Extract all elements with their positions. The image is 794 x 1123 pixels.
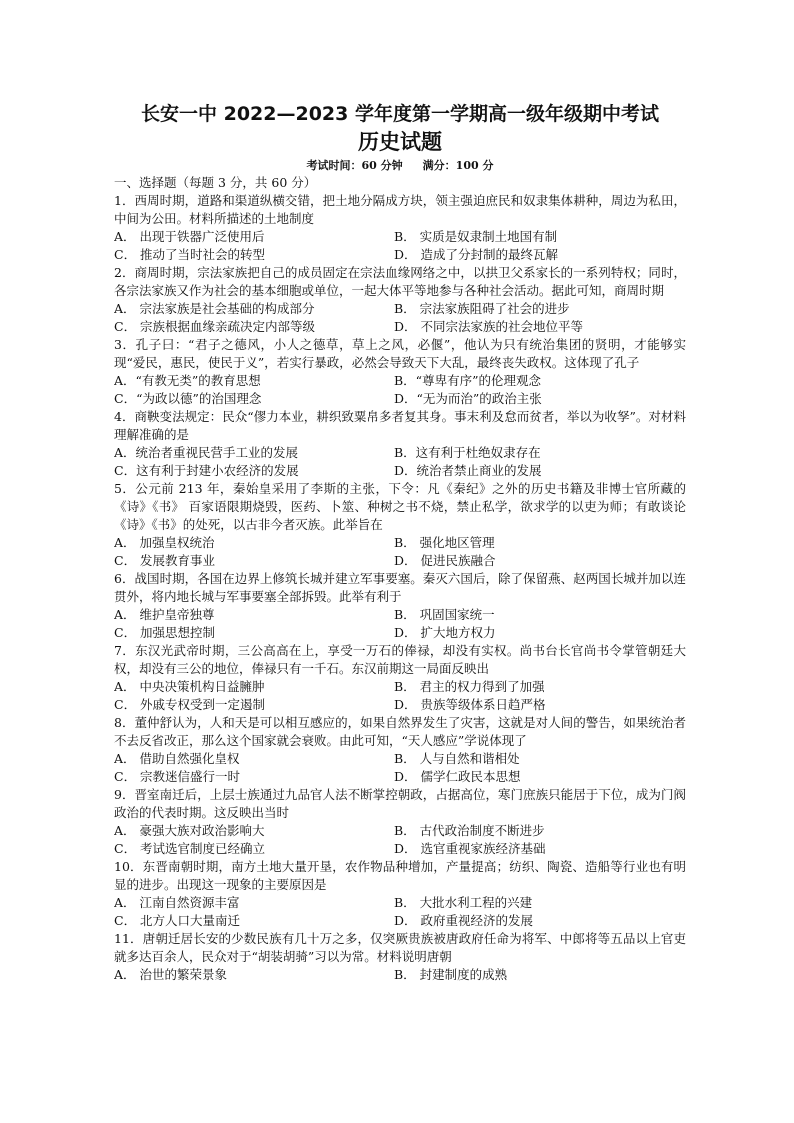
option-b: B． 人与自然和谐相处 bbox=[394, 751, 520, 766]
exam-subject: 历史试题 bbox=[358, 130, 442, 154]
option-c: C． 北方人口大量南迁 bbox=[114, 913, 241, 928]
option-c: C． 推动了当时社会的转型 bbox=[114, 247, 266, 262]
option-group bbox=[114, 606, 686, 642]
question-10 bbox=[114, 858, 686, 930]
option-d: D． 政府重视经济的发展 bbox=[394, 913, 533, 928]
option-group bbox=[114, 678, 686, 714]
option-d: D． 儒学仁政民本思想 bbox=[394, 769, 521, 784]
option-group bbox=[114, 750, 686, 786]
option-group bbox=[114, 966, 686, 984]
option-a: A．“有教无类”的教育思想 bbox=[114, 373, 261, 388]
question-3 bbox=[114, 336, 686, 408]
option-d: D．“无为而治”的政治主张 bbox=[394, 391, 542, 406]
exam-title: 长安一中 2022—2023 学年度第一学期高一级年级期中考试 bbox=[141, 103, 659, 125]
option-b: B． 古代政治制度不断进步 bbox=[394, 823, 545, 838]
option-b: B．“尊卑有序”的伦理观念 bbox=[394, 373, 541, 388]
option-a: A． 维护皇帝独尊 bbox=[114, 607, 215, 622]
option-d: D．统治者禁止商业的发展 bbox=[394, 463, 542, 478]
question-stem: 2．商周时期，宗法家族把自己的成员固定在宗法血缘网络之中，以拱卫父系家长的一系列特权；同时，各宗法家族又作为社会的基本细胞或单位，一起大体平等地参与各种社会活动。据此可知，商周时期 bbox=[114, 265, 686, 298]
option-a: A． 豪强大族对政治影响大 bbox=[114, 823, 265, 838]
option-group bbox=[114, 822, 686, 858]
option-d: D． 不同宗法家族的社会地位平等 bbox=[394, 319, 583, 334]
option-group bbox=[114, 300, 686, 336]
question-stem: 11．唐朝迁居长安的少数民族有几十万之多，仅突厥贵族被唐政府任命为将军、中郎将等五品以上官吏就多达百余人，民众对于“胡装胡骑”习以为常。材料说明唐朝 bbox=[114, 931, 686, 964]
option-a: A． 出现于铁器广泛使用后 bbox=[114, 229, 265, 244]
question-stem: 4．商鞅变法规定：民众“僇力本业，耕织致粟帛多者复其身。事末利及怠而贫者，举以为收孥”。对材料理解准确的是 bbox=[114, 409, 686, 442]
exam-time: 考试时间：60 分钟 bbox=[306, 159, 403, 172]
option-c: C．这有利于封建小农经济的发展 bbox=[114, 463, 299, 478]
option-b: B． 巩固国家统一 bbox=[394, 607, 495, 622]
question-stem: 3．孔子曰：“君子之德风，小人之德草，草上之风，必偃”，他认为只有统治集团的贤明，才能够实现“爱民，惠民，使民于义”，若实行暴政，必然会导致天下大乱，最终丧失政权。这体现了孔子 bbox=[114, 337, 686, 370]
option-c: C． 加强思想控制 bbox=[114, 625, 216, 640]
option-b: B． 大批水利工程的兴建 bbox=[394, 895, 533, 910]
question-8 bbox=[114, 714, 686, 786]
exam-score: 满分：100 分 bbox=[422, 159, 494, 172]
option-a: A． 借助自然强化皇权 bbox=[114, 751, 240, 766]
option-d: D． 贵族等级体系日趋严格 bbox=[394, 697, 546, 712]
option-d: D． 选官重视家族经济基础 bbox=[394, 841, 546, 856]
option-d: D． 造成了分封制的最终瓦解 bbox=[394, 247, 558, 262]
option-a: A． 中央决策机构日益臃肿 bbox=[114, 679, 265, 694]
question-stem: 7．东汉光武帝时期，三公高高在上，享受一万石的俸禄，却没有实权。尚书台长官尚书令掌管朝廷大权，却没有三公的地位，俸禄只有一千石。东汉前期这一局面反映出 bbox=[114, 643, 686, 676]
exam-info bbox=[114, 158, 686, 174]
option-d: D． 促进民族融合 bbox=[394, 553, 496, 568]
option-b: B． 实质是奴隶制土地国有制 bbox=[394, 229, 558, 244]
option-c: C．“为政以德”的治国理念 bbox=[114, 391, 262, 406]
option-group bbox=[114, 534, 686, 570]
option-group bbox=[114, 894, 686, 930]
question-1 bbox=[114, 192, 686, 264]
section-title: 一、选择题（每题 3 分，共 60 分） bbox=[114, 175, 317, 190]
option-b: B．这有利于杜绝奴隶存在 bbox=[394, 445, 541, 460]
option-a: A． 治世的繁荣景象 bbox=[114, 967, 228, 982]
question-stem: 8．董仲舒认为，人和天是可以相互感应的，如果自然界发生了灾害，这就是对人间的警告，如果统治者不去反省改正，那么这个国家就会衰败。由此可知，“天人感应”学说体现了 bbox=[114, 715, 686, 748]
question-2 bbox=[114, 264, 686, 336]
option-a: A． 加强皇权统治 bbox=[114, 535, 215, 550]
option-group bbox=[114, 228, 686, 264]
option-d: D． 扩大地方权力 bbox=[394, 625, 496, 640]
question-list bbox=[114, 192, 686, 984]
question-5 bbox=[114, 480, 686, 570]
question-11 bbox=[114, 930, 686, 984]
exam-page bbox=[114, 102, 686, 984]
question-stem: 5．公元前 213 年，秦始皇采用了李斯的主张，下令：凡《秦纪》之外的历史书籍及非博士官所藏的《诗》《书》 百家语限期烧毁，医药、卜筮、种树之书不烧，禁止私学，欲求学的以吏为师；有敢谈论《诗》《书》的处死，以古非今者灭族。此举旨在 bbox=[114, 481, 686, 532]
question-stem: 9．晋室南迁后，上层士族通过九品官人法不断掌控朝政，占据高位，寒门庶族只能居于下位，成为门阀政治的代表时期。这反映出当时 bbox=[114, 787, 686, 820]
option-group bbox=[114, 444, 686, 480]
option-b: B． 宗法家族阻碍了社会的进步 bbox=[394, 301, 570, 316]
question-stem: 6．战国时期，各国在边界上修筑长城并建立军事要塞。秦灭六国后，除了保留燕、赵两国长城并加以连贯外，将内地长城与军事要塞全部拆毁。此举有利于 bbox=[114, 571, 686, 604]
question-stem: 10．东晋南朝时期，南方土地大量开垦，农作物品种增加，产量提高；纺织、陶瓷、造船等行业也有明显的进步。出现这一现象的主要原因是 bbox=[114, 859, 686, 892]
option-group bbox=[114, 372, 686, 408]
option-c: C． 宗族根据血缘亲疏决定内部等级 bbox=[114, 319, 316, 334]
option-b: B． 封建制度的成熟 bbox=[394, 967, 508, 982]
option-c: C． 发展教育事业 bbox=[114, 553, 216, 568]
question-9 bbox=[114, 786, 686, 858]
question-4 bbox=[114, 408, 686, 480]
option-b: B． 君主的权力得到了加强 bbox=[394, 679, 545, 694]
option-a: A． 江南自然资源丰富 bbox=[114, 895, 240, 910]
option-a: A． 宗法家族是社会基础的构成部分 bbox=[114, 301, 315, 316]
question-7 bbox=[114, 642, 686, 714]
question-6 bbox=[114, 570, 686, 642]
option-b: B． 强化地区管理 bbox=[394, 535, 495, 550]
option-c: C． 外戚专权受到一定遏制 bbox=[114, 697, 266, 712]
option-c: C． 宗教迷信盛行一时 bbox=[114, 769, 241, 784]
question-stem: 1．西周时期，道路和渠道纵横交错，把土地分隔成方块，领主强迫庶民和奴隶集体耕种，周边为私田，中间为公田。材料所描述的土地制度 bbox=[114, 193, 686, 226]
option-c: C． 考试选官制度已经确立 bbox=[114, 841, 266, 856]
option-a: A．统治者重视民营手工业的发展 bbox=[114, 445, 299, 460]
